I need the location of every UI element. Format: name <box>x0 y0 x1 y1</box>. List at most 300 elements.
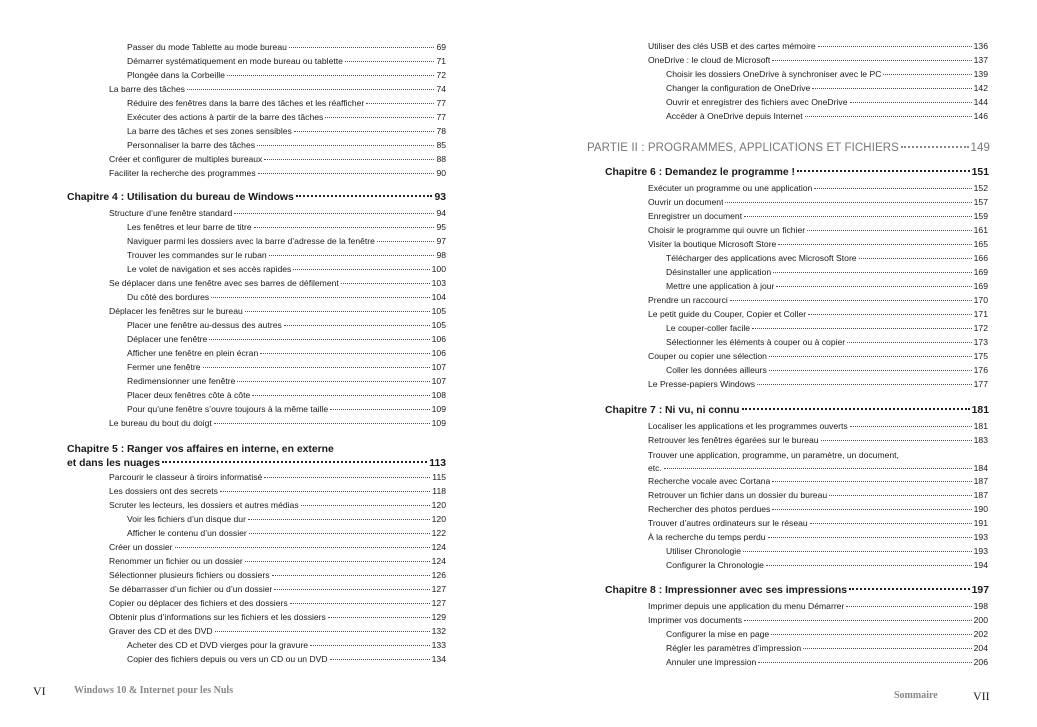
dot-leader <box>245 561 430 562</box>
folio-section-title: Sommaire <box>894 690 938 701</box>
dot-leader <box>310 645 430 646</box>
toc-entry <box>648 183 988 194</box>
dot-leader <box>203 367 430 368</box>
toc-entry <box>109 626 446 637</box>
toc-entry-title: Retrouver un fichier dans un dossier du bureau <box>648 490 828 500</box>
dot-leader <box>772 60 971 61</box>
toc-entry-page: 74 <box>436 84 446 94</box>
toc-entry-title: Parcourir le classeur à tiroirs informatisé <box>109 472 263 482</box>
toc-entry-title: Copier ou déplacer des fichiers et des dossiers <box>109 598 288 608</box>
toc-entry-page: 132 <box>431 626 446 636</box>
toc-entry-wrapped: etc. 184 <box>648 463 988 473</box>
toc-subentry <box>127 112 446 123</box>
dot-leader <box>773 272 972 273</box>
dot-leader <box>743 551 972 552</box>
toc-subentry <box>666 546 988 557</box>
toc-entry-title: Redimensionner une fenêtre <box>127 376 236 386</box>
toc-entry-title: Désinstaller une application <box>666 267 772 277</box>
toc-entry <box>109 472 446 483</box>
dot-leader <box>769 370 972 371</box>
toc-entry-title: Afficher le contenu d’un dossier <box>127 528 247 538</box>
toc-entry-title: Obtenir plus d’informations sur les fichiers et les dossiers <box>109 612 326 622</box>
dot-leader <box>766 565 972 566</box>
dot-leader <box>187 89 434 90</box>
toc-entry-page: 122 <box>431 528 446 538</box>
dot-leader <box>284 325 430 326</box>
toc-entry <box>109 306 446 317</box>
toc-entry <box>648 490 988 501</box>
dot-leader <box>758 662 971 663</box>
toc-entry-title: Démarrer systématiquement en mode bureau ou tablette <box>127 56 343 66</box>
toc-entry-title: Déplacer une fenêtre <box>127 334 208 344</box>
dot-leader <box>325 117 434 118</box>
dot-leader <box>330 659 430 660</box>
dot-leader <box>175 547 430 548</box>
toc-entry <box>648 197 988 208</box>
toc-entry-page: 69 <box>436 42 446 52</box>
dot-leader <box>818 46 972 47</box>
toc-entry-page: 100 <box>431 264 446 274</box>
toc-entry-page: 133 <box>431 640 446 650</box>
toc-entry-title: Recherche vocale avec Cortana <box>648 476 771 486</box>
dot-leader <box>237 381 429 382</box>
dot-leader <box>730 300 972 301</box>
toc-entry-title: Coller les données ailleurs <box>666 365 767 375</box>
toc-entry-title: Le volet de navigation et ses accès rapides <box>127 264 292 274</box>
toc-entry-title: Rechercher des photos perdues <box>648 504 771 514</box>
toc-subentry <box>666 643 988 654</box>
toc-entry-page: 183 <box>973 435 988 445</box>
toc-entry-page: 72 <box>436 70 446 80</box>
toc-entry-title: À la recherche du temps perdu <box>648 532 766 542</box>
dot-leader <box>254 227 435 228</box>
dot-leader <box>769 356 972 357</box>
toc-entry-title: Structure d’une fenêtre standard <box>109 208 233 218</box>
toc-entry-title: Exécuter des actions à partir de la barre des tâches <box>127 112 324 122</box>
toc-subentry <box>127 528 446 539</box>
toc-entry-title: Ouvrir un document <box>648 197 724 207</box>
folio-number-left: VI <box>33 684 46 698</box>
toc-entry-title: Accéder à OneDrive depuis Internet <box>666 111 803 121</box>
toc-entry-title: Copier des fichiers depuis ou vers un CD ou un DVD <box>127 654 328 664</box>
dot-leader <box>829 495 972 496</box>
dot-leader <box>328 617 430 618</box>
dot-leader <box>227 75 434 76</box>
toc-subentry <box>127 404 446 415</box>
toc-entry-title: Utiliser des clés USB et des cartes mémoire <box>648 41 816 51</box>
dot-leader <box>294 131 435 132</box>
toc-entry-page: 169 <box>973 281 988 291</box>
toc-entry-title: Naviguer parmi les dossiers avec la barre d’adresse de la fenêtre <box>127 236 375 246</box>
dot-leader <box>859 258 972 259</box>
toc-entry-page: 124 <box>431 542 446 552</box>
toc-entry-page: 190 <box>973 504 988 514</box>
toc-entry <box>648 532 988 543</box>
dot-leader <box>850 102 972 103</box>
toc-entry <box>648 476 988 487</box>
toc-entry-page: 106 <box>431 348 446 358</box>
toc-entry-page: 105 <box>431 320 446 330</box>
toc-subentry <box>127 56 446 67</box>
toc-entry-page: 159 <box>973 211 988 221</box>
toc-entry-page: 71 <box>436 56 446 66</box>
dot-leader <box>293 269 429 270</box>
toc-subentry <box>666 365 988 376</box>
toc-entry-title: Le Presse-papiers Windows <box>648 379 755 389</box>
dot-leader <box>807 230 972 231</box>
dot-leader <box>220 491 430 492</box>
dot-leader <box>771 634 971 635</box>
dot-leader <box>211 297 429 298</box>
toc-entry-page: 187 <box>973 476 988 486</box>
toc-entry-title: Retrouver les fenêtres égarées sur le bureau <box>648 435 819 445</box>
toc-entry <box>648 615 988 626</box>
toc-entry-page: 198 <box>973 601 988 611</box>
toc-entry-page: 134 <box>431 654 446 664</box>
toc-entry-title: Localiser les applications et les programmes ouverts <box>648 421 848 431</box>
toc-entry-page: 127 <box>431 584 446 594</box>
toc-subentry <box>666 560 988 571</box>
dot-leader <box>812 88 971 89</box>
toc-entry-page: 104 <box>431 292 446 302</box>
dot-leader <box>257 145 434 146</box>
folio-number-right: VII <box>973 689 990 703</box>
toc-entry-page: 176 <box>973 365 988 375</box>
dot-leader <box>330 409 430 410</box>
toc-entry-page: 171 <box>973 309 988 319</box>
toc-entry <box>648 41 988 52</box>
dot-leader <box>803 648 971 649</box>
toc-entry-title: Couper ou copier une sélection <box>648 351 767 361</box>
toc-entry-title: Créer un dossier <box>109 542 173 552</box>
toc-entry-page: 85 <box>436 140 446 150</box>
toc-entry-title: Faciliter la recherche des programmes <box>109 168 256 178</box>
toc-entry-page: 194 <box>973 560 988 570</box>
toc-entry-page: 157 <box>973 197 988 207</box>
toc-entry-title: Le petit guide du Couper, Copier et Coller <box>648 309 807 319</box>
dot-leader <box>883 74 971 75</box>
chapter-6-heading: Chapitre 6 : Demandez le programme ! 151 <box>605 167 989 178</box>
dot-leader <box>757 384 972 385</box>
toc-entry <box>648 211 988 222</box>
toc-entry-title: Annuler une impression <box>666 657 757 667</box>
toc-entry-title: Imprimer depuis une application du menu Démarrer <box>648 601 845 611</box>
dot-leader <box>264 159 434 160</box>
toc-entry <box>648 309 988 320</box>
dot-leader <box>301 505 430 506</box>
toc-entry-title: Scruter les lecteurs, les dossiers et autres médias <box>109 500 299 510</box>
toc-subentry <box>666 253 988 264</box>
toc-entry-title: Enregistrer un document <box>648 211 743 221</box>
toc-entry-page: 161 <box>973 225 988 235</box>
toc-entry-title: Plongée dans la Corbeille <box>127 70 225 80</box>
chapter-7-heading: Chapitre 7 : Ni vu, ni connu 181 <box>605 405 989 416</box>
dot-leader <box>260 353 429 354</box>
dot-leader <box>778 244 971 245</box>
toc-entry <box>109 208 446 219</box>
toc-entry <box>109 84 446 95</box>
toc-entry-page: 175 <box>973 351 988 361</box>
toc-entry-page: 108 <box>431 390 446 400</box>
dot-leader <box>768 537 972 538</box>
dot-leader <box>772 481 971 482</box>
toc-entry <box>109 418 446 429</box>
toc-entry <box>648 435 988 446</box>
toc-entry <box>109 542 446 553</box>
toc-entry-title: Voir les fichiers d’un disque dur <box>127 514 246 524</box>
chapter-8-heading: Chapitre 8 : Impressionner avec ses impressions 197 <box>605 585 989 596</box>
toc-entry-title: OneDrive : le cloud de Microsoft <box>648 55 771 65</box>
toc-entry <box>648 295 988 306</box>
toc-entry-page: 170 <box>973 295 988 305</box>
dot-leader <box>725 202 971 203</box>
toc-subentry <box>127 334 446 345</box>
toc-entry-page: 118 <box>432 486 446 496</box>
dot-leader <box>744 620 972 621</box>
toc-entry <box>648 518 988 529</box>
folio-book-title: Windows 10 & Internet pour les Nuls <box>74 685 234 696</box>
dot-leader <box>252 395 429 396</box>
toc-subentry <box>666 281 988 292</box>
toc-entry-page: 107 <box>431 362 446 372</box>
toc-entry-page: 177 <box>973 379 988 389</box>
toc-entry-title: Réduire des fenêtres dans la barre des tâches et les réafficher <box>127 98 365 108</box>
dot-leader <box>209 339 429 340</box>
toc-entry-page: 187 <box>973 490 988 500</box>
toc-entry <box>109 278 446 289</box>
dot-leader <box>847 342 972 343</box>
toc-entry <box>648 55 988 66</box>
toc-entry <box>648 379 988 390</box>
toc-entry <box>648 504 988 515</box>
dot-leader <box>258 173 435 174</box>
toc-entry-wrapped-line1: Trouver une application, programme, un paramètre, un document, <box>648 450 899 460</box>
dot-leader <box>814 188 971 189</box>
toc-entry-page: 166 <box>973 253 988 263</box>
toc-subentry <box>127 362 446 373</box>
toc-subentry <box>127 42 446 53</box>
toc-subentry <box>127 70 446 81</box>
dot-leader <box>249 533 430 534</box>
toc-entry-page: 77 <box>436 98 446 108</box>
dot-leader <box>214 423 430 424</box>
toc-entry-page: 193 <box>973 546 988 556</box>
toc-entry-title: Ouvrir et enregistrer des fichiers avec OneDrive <box>666 97 848 107</box>
toc-entry <box>109 556 446 567</box>
toc-entry-title: Pour qu’une fenêtre s’ouvre toujours à la même taille <box>127 404 329 414</box>
dot-leader <box>274 589 429 590</box>
toc-entry-page: 146 <box>973 111 988 121</box>
toc-subentry <box>666 83 988 94</box>
toc-entry-page: 204 <box>973 643 988 653</box>
toc-entry-title: Déplacer les fenêtres sur le bureau <box>109 306 243 316</box>
dot-leader <box>772 509 971 510</box>
toc-entry-title: Choisir les dossiers OneDrive à synchroniser avec le PC <box>666 69 882 79</box>
toc-entry-title: Télécharger des applications avec Microsoft Store <box>666 253 857 263</box>
toc-entry-title: Prendre un raccourci <box>648 295 728 305</box>
toc-entry-title: Visiter la boutique Microsoft Store <box>648 239 777 249</box>
toc-entry-title: Configurer la Chronologie <box>666 560 764 570</box>
dot-leader <box>264 477 430 478</box>
toc-subentry <box>666 657 988 668</box>
toc-entry <box>109 500 446 511</box>
toc-entry-page: 105 <box>431 306 446 316</box>
toc-entry-page: 95 <box>436 222 446 232</box>
toc-entry-title: Les dossiers ont des secrets <box>109 486 218 496</box>
toc-entry-title: Sélectionner plusieurs fichiers ou dossiers <box>109 570 270 580</box>
toc-subentry <box>127 348 446 359</box>
toc-entry-title: Le couper-coller facile <box>666 323 751 333</box>
toc-entry <box>648 421 988 432</box>
dot-leader <box>234 213 434 214</box>
dot-leader <box>805 116 972 117</box>
toc-entry-title: Fermer une fenêtre <box>127 362 201 372</box>
toc-entry-title: La barre des tâches et ses zones sensibles <box>127 126 292 136</box>
toc-subentry <box>127 292 446 303</box>
toc-entry-title: La barre des tâches <box>109 84 185 94</box>
dot-leader <box>776 286 971 287</box>
toc-entry <box>109 570 446 581</box>
chapter-4-heading: Chapitre 4 : Utilisation du bureau de Windows 93 <box>67 192 446 203</box>
toc-entry-title: Trouver d’autres ordinateurs sur le réseau <box>648 518 808 528</box>
toc-entry-title: Passer du mode Tablette au mode bureau <box>127 42 287 52</box>
toc-entry-title: Se débarrasser d’un fichier ou d’un dossier <box>109 584 273 594</box>
toc-entry-page: 169 <box>973 267 988 277</box>
part-2-heading: PARTIE II : PROGRAMMES, APPLICATIONS ET FICHIERS 149 <box>587 142 990 154</box>
toc-entry-page: 181 <box>973 421 988 431</box>
toc-entry-title: Utiliser Chronologie <box>666 546 741 556</box>
toc-entry <box>109 612 446 623</box>
toc-entry-page: 202 <box>973 629 988 639</box>
toc-entry-title: Régler les paramètres d’impression <box>666 643 802 653</box>
toc-subentry <box>127 264 446 275</box>
toc-entry <box>109 598 446 609</box>
toc-entry-title: Afficher une fenêtre en plein écran <box>127 348 259 358</box>
toc-entry-title: Trouver les commandes sur le ruban <box>127 250 267 260</box>
toc-entry-page: 107 <box>431 376 446 386</box>
toc-entry-page: 152 <box>973 183 988 193</box>
toc-entry-page: 173 <box>973 337 988 347</box>
toc-entry-page: 120 <box>431 500 446 510</box>
toc-subentry <box>127 236 446 247</box>
toc-subentry <box>127 126 446 137</box>
toc-entry <box>109 584 446 595</box>
dot-leader <box>810 523 972 524</box>
toc-entry-title: Le bureau du bout du doigt <box>109 418 212 428</box>
toc-entry-page: 200 <box>973 615 988 625</box>
toc-subentry <box>127 390 446 401</box>
toc-entry <box>648 351 988 362</box>
toc-entry-page: 193 <box>973 532 988 542</box>
toc-entry-page: 144 <box>973 97 988 107</box>
toc-entry-title: Personnaliser la barre des tâches <box>127 140 256 150</box>
toc-subentry <box>666 323 988 334</box>
toc-entry-page: 120 <box>431 514 446 524</box>
toc-entry-page: 206 <box>973 657 988 667</box>
toc-entry-title: Renommer un fichier ou un dossier <box>109 556 243 566</box>
toc-entry-page: 137 <box>973 55 988 65</box>
toc-subentry <box>127 222 446 233</box>
toc-entry-page: 124 <box>431 556 446 566</box>
toc-subentry <box>127 320 446 331</box>
toc-entry-title: Choisir le programme qui ouvre un fichier <box>648 225 806 235</box>
dot-leader <box>821 440 972 441</box>
toc-subentry <box>127 250 446 261</box>
dot-leader <box>377 241 435 242</box>
dot-leader <box>744 216 972 217</box>
toc-entry-page: 106 <box>431 334 446 344</box>
toc-entry-page: 103 <box>431 278 446 288</box>
toc-entry-page: 136 <box>973 41 988 51</box>
toc-entry-title: Se déplacer dans une fenêtre avec ses barres de défilement <box>109 278 339 288</box>
toc-entry-page: 109 <box>431 418 446 428</box>
toc-entry-page: 172 <box>973 323 988 333</box>
toc-entry-page: 127 <box>431 598 446 608</box>
toc-subentry <box>127 654 446 665</box>
toc-subentry <box>666 97 988 108</box>
toc-entry <box>109 154 446 165</box>
toc-subentry <box>666 69 988 80</box>
toc-entry-title: Les fenêtres et leur barre de titre <box>127 222 252 232</box>
dot-leader <box>850 426 972 427</box>
toc-subentry <box>127 514 446 525</box>
dot-leader <box>808 314 972 315</box>
toc-entry-title: Sélectionner les éléments à couper ou à copier <box>666 337 846 347</box>
toc-subentry <box>666 267 988 278</box>
chapter-5-heading: et dans les nuages 113 <box>67 458 446 469</box>
toc-entry-page: 109 <box>431 404 446 414</box>
dot-leader <box>290 603 430 604</box>
toc-entry-page: 191 <box>973 518 988 528</box>
toc-subentry <box>127 98 446 109</box>
toc-entry-title: Imprimer vos documents <box>648 615 743 625</box>
dot-leader <box>248 519 430 520</box>
toc-entry-title: Acheter des CD et DVD vierges pour la gravure <box>127 640 309 650</box>
dot-leader <box>272 575 430 576</box>
toc-entry-title: Du côté des bordures <box>127 292 210 302</box>
dot-leader <box>846 606 971 607</box>
toc-entry-page: 94 <box>436 208 446 218</box>
toc-entry-page: 126 <box>431 570 446 580</box>
toc-entry-title: Placer une fenêtre au-dessus des autres <box>127 320 282 330</box>
chapter-5-heading-line1: Chapitre 5 : Ranger vos affaires en interne, en externe <box>67 444 334 455</box>
toc-subentry <box>127 640 446 651</box>
dot-leader <box>215 631 430 632</box>
dot-leader <box>269 255 435 256</box>
toc-subentry <box>127 376 446 387</box>
toc-entry <box>648 601 988 612</box>
dot-leader <box>289 47 435 48</box>
toc-entry-title: Exécuter un programme ou une application <box>648 183 813 193</box>
toc-entry-page: 90 <box>436 168 446 178</box>
toc-entry-title: Placer deux fenêtres côte à côte <box>127 390 251 400</box>
toc-entry-title: Changer la configuration de OneDrive <box>666 83 811 93</box>
toc-entry-page: 142 <box>973 83 988 93</box>
toc-entry-page: 165 <box>973 239 988 249</box>
toc-entry <box>648 225 988 236</box>
toc-entry-title: Graver des CD et des DVD <box>109 626 213 636</box>
toc-entry-page: 78 <box>436 126 446 136</box>
toc-subentry <box>666 629 988 640</box>
toc-entry <box>109 486 446 497</box>
toc-subentry <box>127 140 446 151</box>
toc-entry <box>648 239 988 250</box>
toc-entry-page: 88 <box>436 154 446 164</box>
toc-entry-page: 139 <box>973 69 988 79</box>
dot-leader <box>341 283 430 284</box>
dot-leader <box>752 328 972 329</box>
toc-entry-page: 77 <box>436 112 446 122</box>
